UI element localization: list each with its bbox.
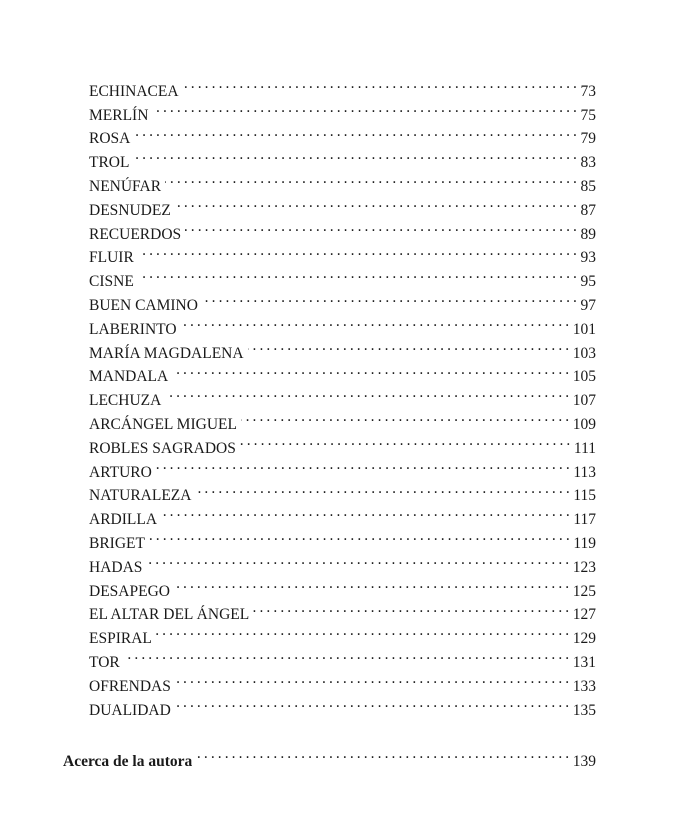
toc-entry[interactable]	[89, 191, 596, 219]
dot-leader	[156, 619, 569, 643]
toc-entry-page: 139	[572, 752, 596, 770]
toc-entry-title: MERLÍN	[89, 106, 149, 124]
toc-entry-title: ECHINACEA	[89, 82, 179, 100]
dot-leader	[175, 667, 569, 691]
dot-leader	[202, 286, 577, 310]
toc-entry[interactable]	[89, 143, 596, 172]
toc-entry-page: 89	[580, 225, 596, 243]
toc-entry-page: 87	[580, 201, 596, 219]
toc-entry[interactable]	[89, 548, 596, 576]
toc-entry-page: 79	[580, 130, 596, 148]
dot-leader	[181, 310, 569, 334]
toc-entry-title: EL ALTAR DEL ÁNGEL	[89, 606, 250, 624]
toc-entry-page: 107	[572, 392, 596, 410]
toc-entry-title: NATURALEZA	[89, 487, 192, 505]
dot-leader	[138, 239, 577, 263]
dot-leader	[149, 524, 569, 548]
dot-leader	[185, 215, 576, 239]
toc-entry[interactable]	[89, 572, 596, 600]
toc-entry[interactable]	[89, 500, 596, 529]
dot-leader	[138, 262, 577, 286]
toc-entry-page: 133	[572, 677, 596, 695]
dot-leader	[175, 691, 569, 715]
dot-leader	[156, 453, 570, 477]
toc-entry[interactable]	[89, 381, 596, 410]
toc-entry-page: 105	[572, 368, 596, 386]
dot-leader	[195, 477, 569, 501]
toc-entry-title: DESNUDEZ	[89, 201, 171, 219]
toc-entry[interactable]	[89, 72, 596, 100]
toc-entry[interactable]	[89, 96, 596, 124]
toc-entry-page: 127	[572, 606, 596, 624]
toc-entry-page: 85	[580, 177, 596, 195]
toc-entry-title: RECUERDOS	[89, 225, 182, 243]
toc-entry-page: 117	[573, 511, 596, 529]
toc-entry-page: 83	[580, 154, 596, 172]
dot-leader	[152, 96, 576, 120]
toc-entry[interactable]	[89, 524, 596, 552]
toc-entry-page: 135	[572, 701, 596, 719]
toc-entry-title: TOR	[89, 653, 120, 671]
toc-entry[interactable]	[89, 453, 596, 481]
dot-leader	[240, 429, 570, 453]
toc-entry-title: NENÚFAR	[89, 177, 162, 195]
toc-entry-title: ARDILLA	[89, 511, 158, 529]
dot-leader	[161, 500, 569, 524]
dot-leader	[253, 596, 569, 620]
toc-entry-page: 113	[573, 463, 596, 481]
toc-entry-title: DESAPEGO	[89, 582, 170, 600]
toc-entry-page: 95	[580, 273, 596, 291]
toc-entry-title: BRIGET	[89, 534, 145, 552]
dot-leader	[248, 334, 569, 358]
toc-entry-page: 129	[572, 630, 596, 648]
toc-entry-title: Acerca de la autora	[63, 752, 193, 770]
toc-entry-page: 111	[573, 439, 596, 457]
dot-leader	[172, 358, 569, 382]
toc-entry-page: 123	[572, 558, 596, 576]
toc-entry-page: 73	[580, 82, 596, 100]
toc-entry-page: 97	[580, 296, 596, 314]
toc-entry-title: HADAS	[89, 558, 143, 576]
dot-leader	[183, 72, 577, 96]
toc-entry[interactable]	[89, 619, 596, 648]
toc-entry-title: ROSA	[89, 130, 131, 148]
toc-entry-page: 93	[580, 249, 596, 267]
dot-leader	[165, 381, 568, 405]
toc-entry-title: CISNE	[89, 273, 134, 291]
toc-entry-title: DUALIDAD	[89, 701, 171, 719]
toc-entry-title: MANDALA	[89, 368, 169, 386]
table-of-contents	[89, 72, 596, 719]
toc-entry-title: LABERINTO	[89, 320, 177, 338]
dot-leader	[134, 120, 576, 144]
toc-entry[interactable]	[89, 477, 596, 505]
toc-entry-title: MARÍA MAGDALENA	[89, 344, 244, 362]
toc-entry-page: 75	[580, 106, 596, 124]
toc-entry[interactable]	[89, 120, 596, 148]
toc-entry-page: 125	[572, 582, 596, 600]
toc-entry[interactable]	[89, 667, 596, 695]
toc-entry-title: ARCÁNGEL MIGUEL	[89, 415, 237, 433]
toc-entry-title: ARTURO	[89, 463, 152, 481]
dot-leader	[165, 167, 576, 191]
toc-entry-page: 131	[572, 653, 596, 671]
toc-entry-page: 101	[572, 320, 596, 338]
dot-leader	[146, 548, 568, 572]
dot-leader	[196, 742, 568, 766]
toc-entry-title: ROBLES SAGRADOS	[89, 439, 236, 457]
toc-entry-title: OFRENDAS	[89, 677, 171, 695]
toc-entry-about-author[interactable]	[63, 742, 596, 770]
toc-entry-title: FLUIR	[89, 249, 134, 267]
toc-entry-page: 109	[572, 415, 596, 433]
toc-entry[interactable]	[89, 286, 596, 314]
toc-entry-page: 103	[572, 344, 596, 362]
toc-entry-title: LECHUZA	[89, 392, 162, 410]
toc-entry[interactable]	[89, 643, 596, 671]
toc-entry-title: TROL	[89, 154, 130, 172]
toc-entry-title: ESPIRAL	[89, 630, 152, 648]
toc-entry[interactable]	[89, 405, 596, 433]
dot-leader	[133, 143, 576, 167]
toc-entry[interactable]	[89, 167, 596, 195]
dot-leader	[174, 572, 569, 596]
dot-leader	[175, 191, 577, 215]
toc-entry-title: BUEN CAMINO	[89, 296, 198, 314]
toc-entry[interactable]	[89, 262, 596, 291]
dot-leader	[124, 643, 569, 667]
toc-entry-page: 115	[573, 487, 596, 505]
toc-entry-page: 119	[573, 534, 596, 552]
dot-leader	[241, 405, 569, 429]
toc-entry[interactable]	[89, 239, 596, 267]
